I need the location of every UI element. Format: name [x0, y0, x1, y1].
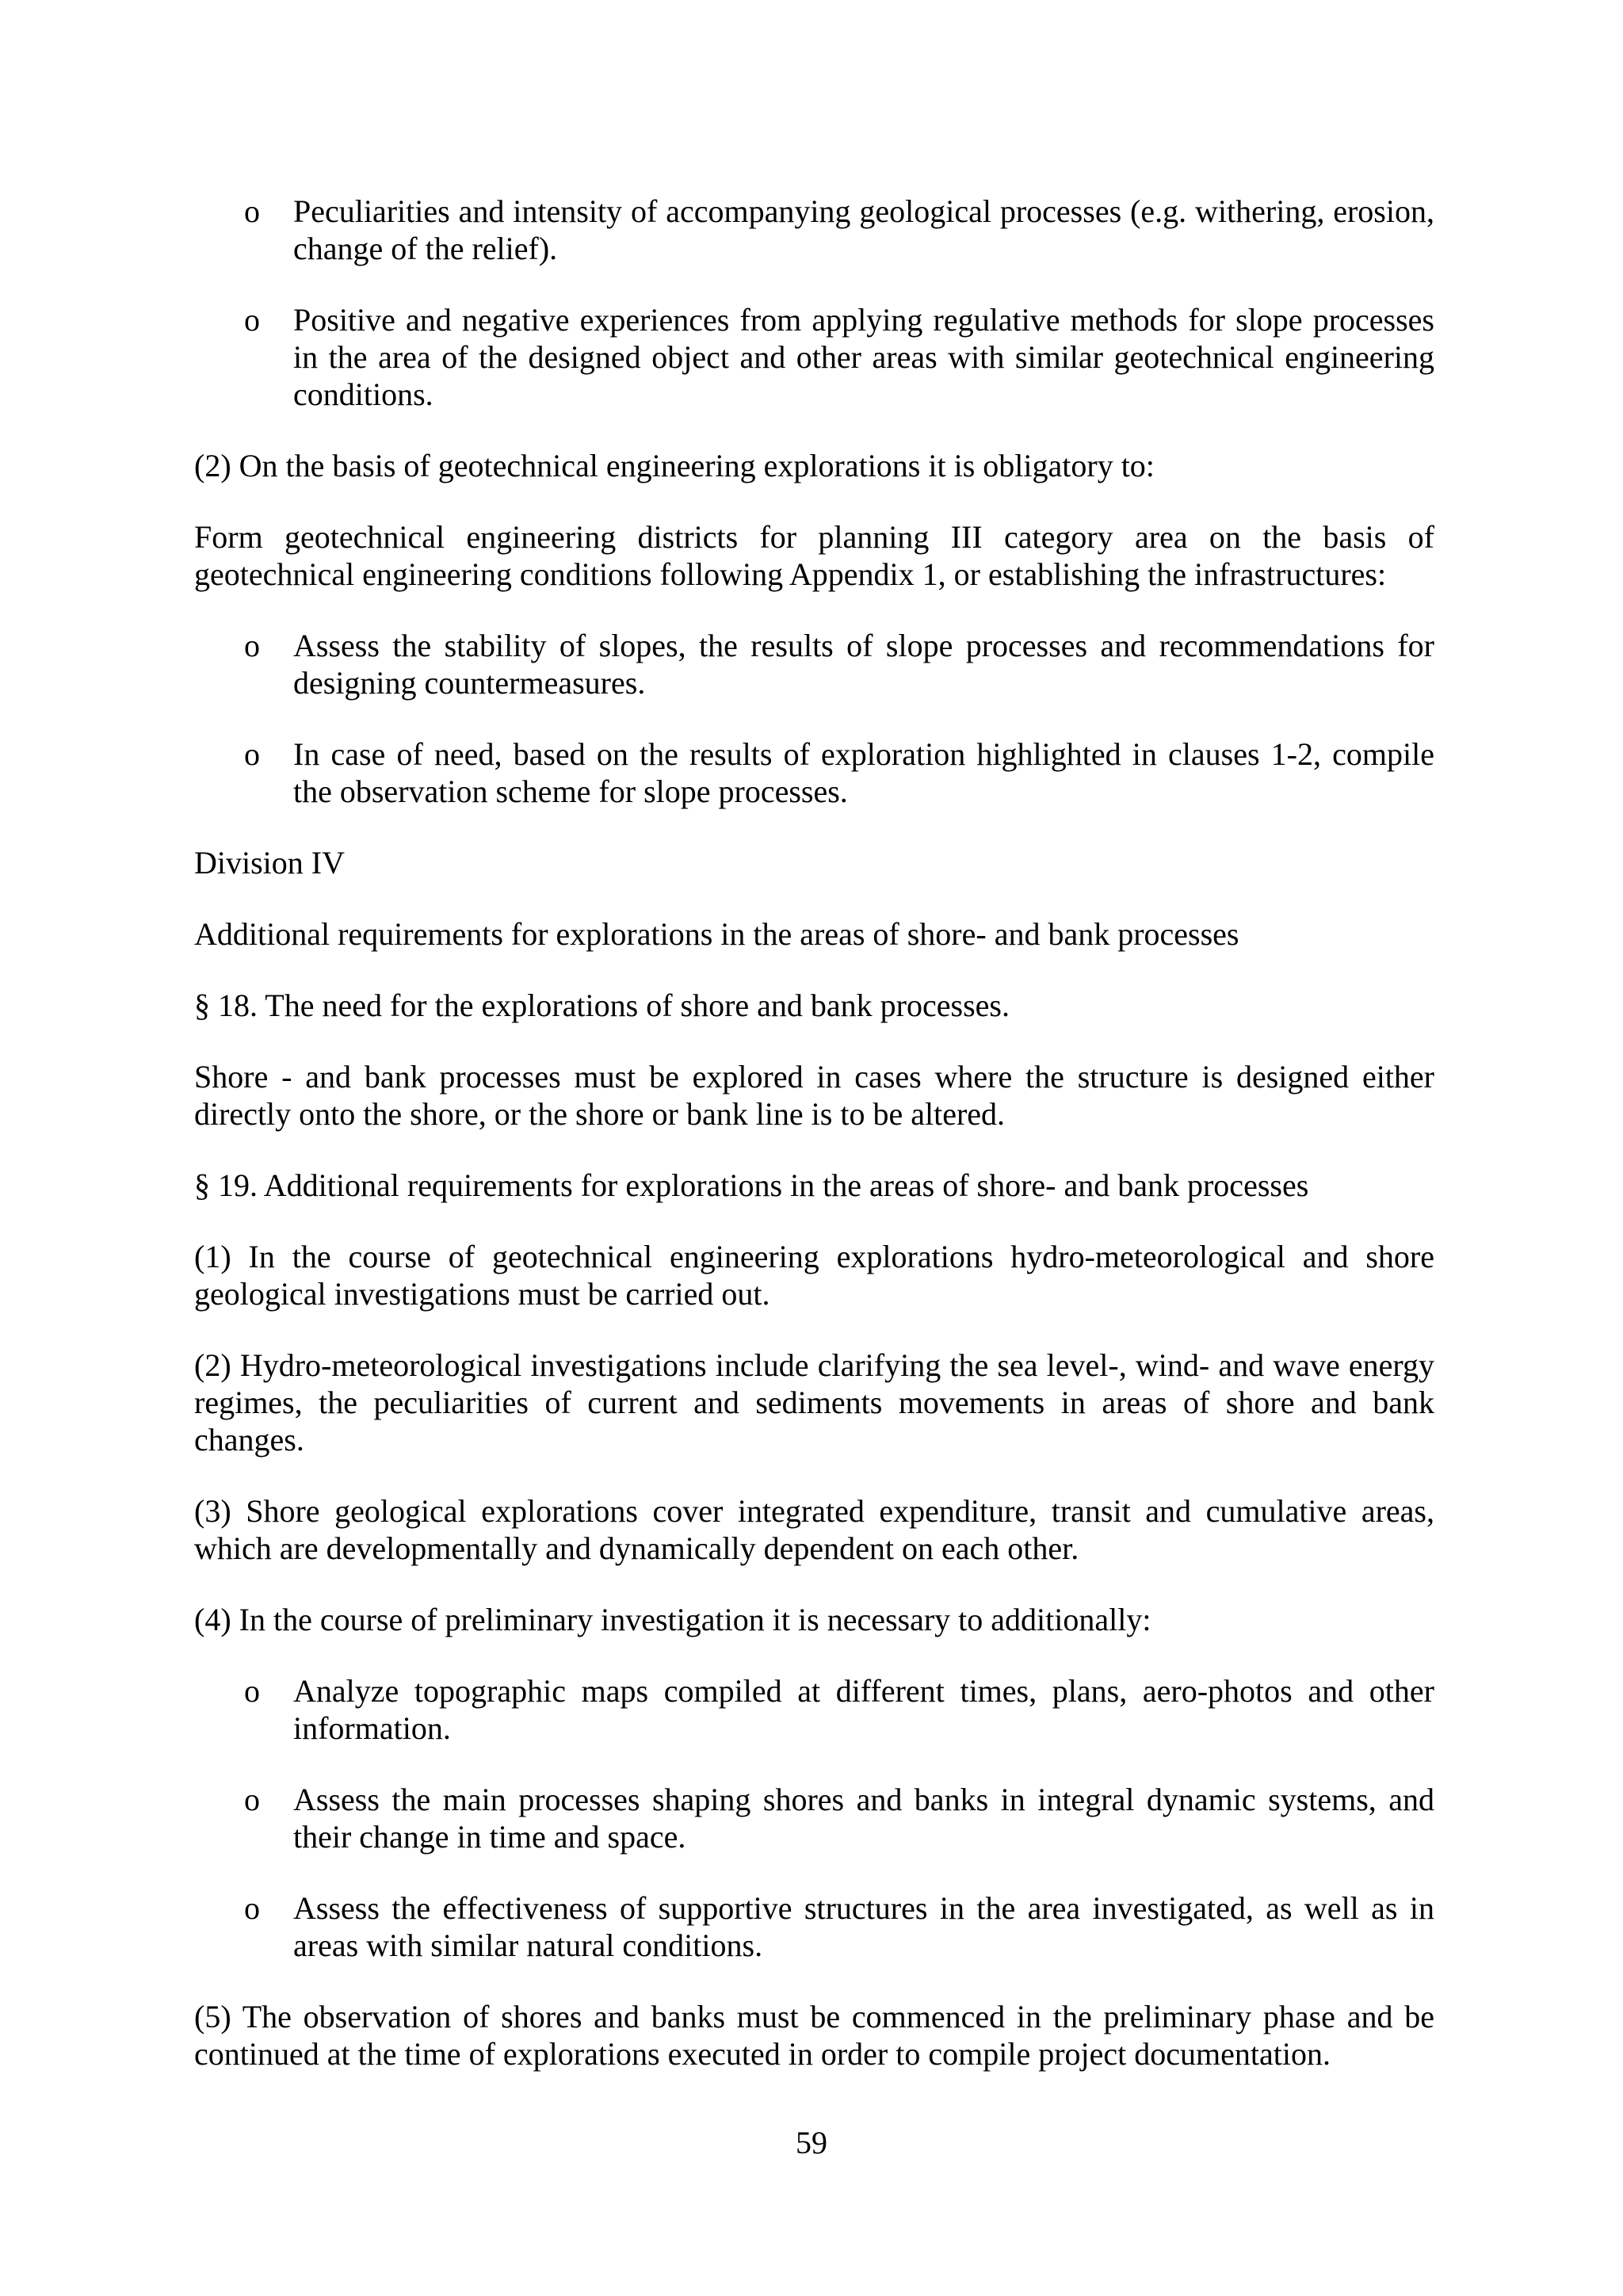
bullet-text: Positive and negative experiences from applying regulative methods for slope processes in the area of the designed object and other areas with similar geotechnical engineering conditions. [293, 302, 1434, 412]
paragraph: Form geotechnical engineering districts for planning III category area on the basis of geotechnical engineering conditions following Appendix 1, or establishing the infrastructures: [194, 519, 1434, 592]
paragraph: (2) On the basis of geotechnical engineering explorations it is obligatory to: [194, 448, 1155, 483]
bullet-marker: o [244, 193, 260, 229]
bullet-item [194, 301, 1434, 413]
page-number: 59 [796, 2125, 827, 2160]
bullet-item [194, 1781, 1434, 1855]
paragraph: (1) In the course of geotechnical engineering explorations hydro-meteorological and shore geological investigations must be carried out. [194, 1239, 1434, 1312]
bullet-text: Assess the main processes shaping shores and banks in integral dynamic systems, and their change in time and space. [293, 1782, 1434, 1855]
section-heading: § 18. The need for the explorations of shore and bank processes. [194, 988, 1010, 1023]
bullet-item [194, 1672, 1434, 1747]
bullet-marker: o [244, 736, 260, 772]
division-title: Additional requirements for explorations in the areas of shore- and bank processes [194, 916, 1239, 952]
paragraph: (3) Shore geological explorations cover integrated expenditure, transit and cumulative areas, which are developmentally and dynamically dependent on each other. [194, 1493, 1434, 1566]
bullet-marker: o [244, 1890, 260, 1926]
bullet-marker: o [244, 302, 260, 338]
bullet-text: In case of need, based on the results of exploration highlighted in clauses 1-2, compile the observation scheme for slope processes. [293, 736, 1434, 809]
bullet-item [194, 193, 1434, 267]
paragraph: (5) The observation of shores and banks must be commenced in the preliminary phase and be continued at the time of explorations executed in order to compile project documentation. [194, 1999, 1434, 2072]
paragraph: (2) Hydro-meteorological investigations include clarifying the sea level-, wind- and wave energy regimes, the peculiarities of current and sediments movements in areas of shore and bank changes. [194, 1347, 1434, 1457]
division-heading: Division IV [194, 845, 345, 881]
bullet-text: Assess the effectiveness of supportive structures in the area investigated, as well as in areas with similar natural conditions. [293, 1890, 1434, 1963]
document-body [194, 193, 1434, 2107]
bullet-item [194, 735, 1434, 810]
bullet-item [194, 627, 1434, 701]
bullet-marker: o [244, 1782, 260, 1817]
bullet-item [194, 1889, 1434, 1964]
bullet-marker: o [244, 1673, 260, 1709]
paragraph: Shore - and bank processes must be explored in cases where the structure is designed either directly onto the shore, or the shore or bank line is to be altered. [194, 1059, 1434, 1132]
bullet-text: Peculiarities and intensity of accompanying geological processes (e.g. withering, erosion, change of the relief). [293, 193, 1434, 266]
bullet-text: Analyze topographic maps compiled at different times, plans, aero-photos and other information. [293, 1673, 1434, 1746]
bullet-marker: o [244, 628, 260, 663]
bullet-text: Assess the stability of slopes, the results of slope processes and recommendations for designing countermeasures. [293, 628, 1434, 701]
section-heading: § 19. Additional requirements for explorations in the areas of shore- and bank processes [194, 1167, 1309, 1203]
paragraph: (4) In the course of preliminary investigation it is necessary to additionally: [194, 1602, 1151, 1637]
